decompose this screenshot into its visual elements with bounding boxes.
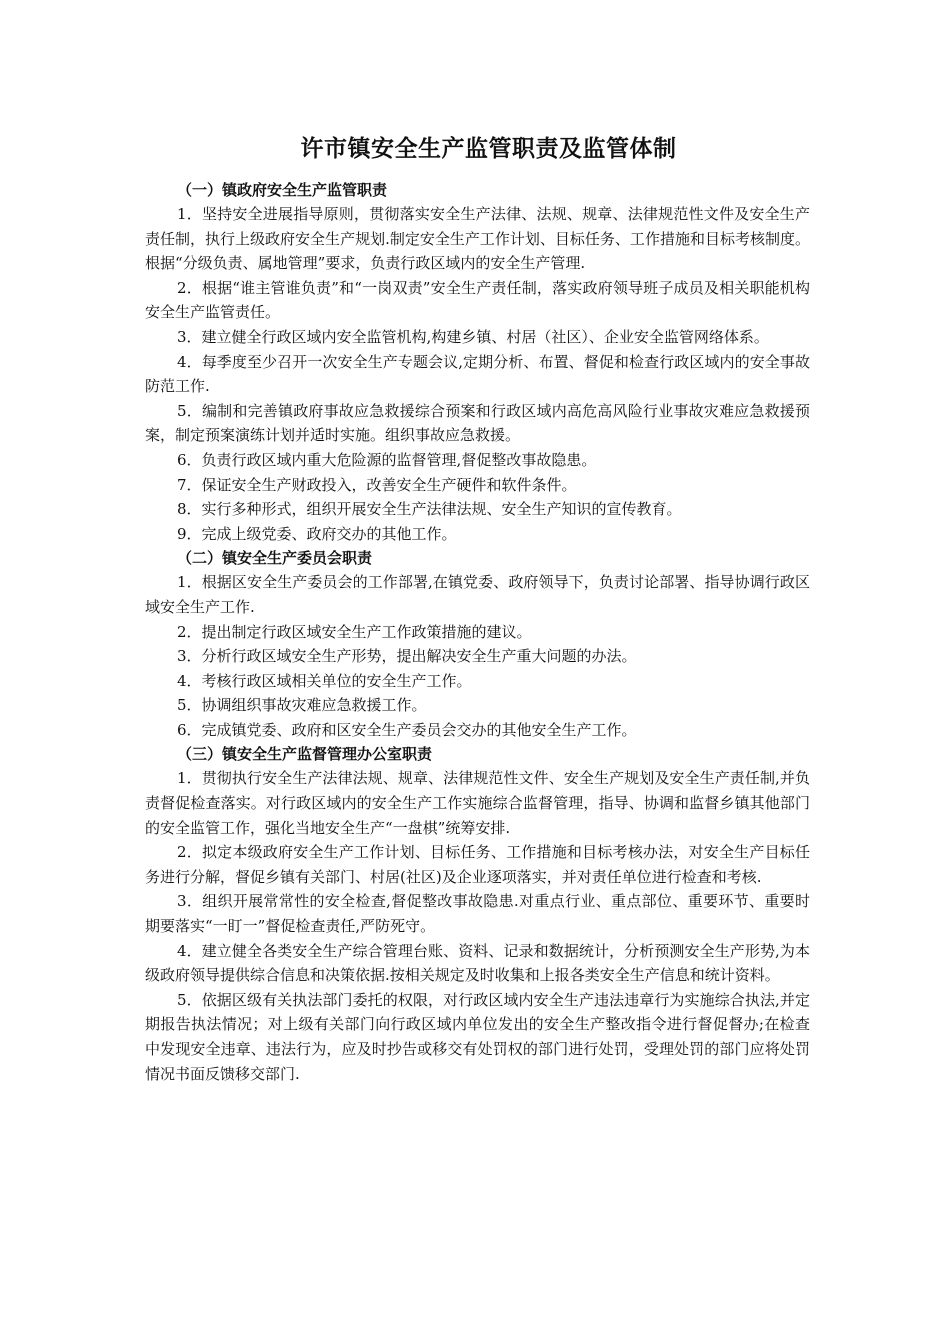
paragraph-item: 5．依据区级有关执法部门委托的权限，对行政区域内安全生产违法违章行为实施综合执法,并定期报告执法情况；对上级有关部门向行政区域内单位发出的安全生产整改指令进行督促督办;在检查中发现安全违章、违法行为，应及时抄告或移交有处罚权的部门进行处罚，受理处罚的部门应将处罚情况书面反馈移交部门.	[145, 990, 810, 1083]
paragraph-item: 8．实行多种形式，组织开展安全生产法律法规、安全生产知识的宣传教育。	[177, 500, 682, 519]
paragraph-item: 2．提出制定行政区域安全生产工作政策措施的建议。	[177, 622, 532, 641]
paragraph-item: 5．编制和完善镇政府事故应急救援综合预案和行政区域内高危高风险行业事故灾难应急救援预案，制定预案演练计划并适时实施。组织事故应急救援。	[145, 401, 810, 445]
paragraph-item: 4．建立健全各类安全生产综合管理台账、资料、记录和数据统计，分析预测安全生产形势,为本级政府领导提供综合信息和决策依据.按相关规定及时收集和上报各类安全生产信息和统计资料。	[145, 941, 810, 985]
section-heading: （二）镇安全生产委员会职责	[177, 549, 373, 568]
paragraph-item: 2．根据“谁主管谁负责”和“一岗双责”安全生产责任制，落实政府领导班子成员及相关职能机构安全生产监管责任。	[145, 278, 810, 322]
paragraph-item: 6．负责行政区域内重大危险源的监督管理,督促整改事故隐患。	[177, 450, 597, 469]
paragraph-item: 9．完成上级党委、政府交办的其他工作。	[177, 524, 457, 543]
paragraph-item: 3．建立健全行政区域内安全监管机构,构建乡镇、村居（社区）、企业安全监管网络体系。	[177, 327, 769, 346]
paragraph-item: 7．保证安全生产财政投入，改善安全生产硬件和软件条件。	[177, 475, 577, 494]
paragraph-item: 1．贯彻执行安全生产法律法规、规章、法律规范性文件、安全生产规划及安全生产责任制,并负责督促检查落实。对行政区域内的安全生产工作实施综合监督管理，指导、协调和监督乡镇其他部门的安全监管工作，强化当地安全生产“一盘棋”统筹安排.	[145, 769, 810, 837]
document-page	[145, 134, 810, 1086]
section-safety-committee	[145, 546, 810, 742]
paragraph-item: 6．完成镇党委、政府和区安全生产委员会交办的其他安全生产工作。	[177, 720, 637, 739]
paragraph-item: 3．分析行政区域安全生产形势，提出解决安全生产重大问题的办法。	[177, 647, 637, 666]
paragraph-item: 1．坚持安全进展指导原则，贯彻落实安全生产法律、法规、规章、法律规范性文件及安全生产责任制，执行上级政府安全生产规划.制定安全生产工作计划、目标任务、工作措施和目标考核制度。根据“分级负责、属地管理”要求，负责行政区域内的安全生产管理.	[145, 205, 810, 273]
section-supervision-office	[145, 742, 810, 1086]
section-heading: （一）镇政府安全生产监管职责	[177, 181, 388, 199]
document-title: 许市镇安全生产监管职责及监管体制	[300, 136, 677, 162]
paragraph-item: 3．组织开展常常性的安全检查,督促整改事故隐患.对重点行业、重点部位、重要环节、重要时期要落实“一盯一”督促检查责任,严防死守。	[145, 892, 810, 936]
paragraph-item: 2．拟定本级政府安全生产工作计划、目标任务、工作措施和目标考核办法，对安全生产目标任务进行分解，督促乡镇有关部门、村居(社区)及企业逐项落实，并对责任单位进行检查和考核.	[145, 843, 810, 886]
section-heading: （三）镇安全生产监督管理办公室职责	[177, 745, 433, 764]
paragraph-item: 4．考核行政区域相关单位的安全生产工作。	[177, 671, 472, 690]
paragraph-item: 5．协调组织事故灾难应急救援工作。	[177, 696, 427, 715]
section-town-government	[145, 178, 810, 546]
paragraph-item: 1．根据区安全生产委员会的工作部署,在镇党委、政府领导下，负责讨论部署、指导协调行政区域安全生产工作.	[145, 573, 810, 616]
paragraph-item: 4．每季度至少召开一次安全生产专题会议,定期分析、布置、督促和检查行政区域内的安全事故防范工作.	[145, 352, 810, 396]
